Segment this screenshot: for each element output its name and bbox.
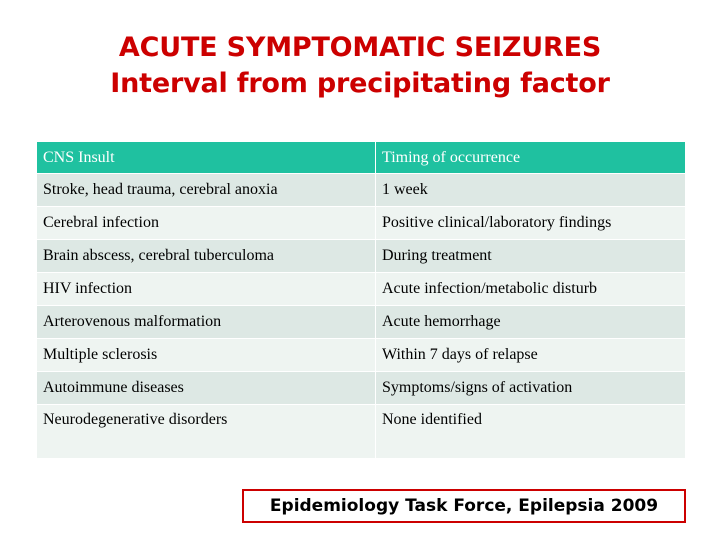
table-row — [37, 372, 686, 405]
timing-cell: 1 week — [376, 174, 686, 207]
cns-insult-cell: Brain abscess, cerebral tuberculoma — [37, 240, 376, 273]
table-row — [37, 207, 686, 240]
table-row — [37, 273, 686, 306]
timing-cell: Symptoms/signs of activation — [376, 372, 686, 405]
seizure-timing-table — [36, 141, 686, 459]
cns-insult-cell: Arterovenous malformation — [37, 306, 376, 339]
cns-insult-cell: Cerebral infection — [37, 207, 376, 240]
cns-insult-cell: Multiple sclerosis — [37, 339, 376, 372]
table-row — [37, 405, 686, 459]
table-row — [37, 339, 686, 372]
header-cns-insult: CNS Insult — [37, 142, 376, 174]
cns-insult-cell: Autoimmune diseases — [37, 372, 376, 405]
slide-title — [0, 30, 720, 102]
header-timing-of-occurrence: Timing of occurrence — [376, 142, 686, 174]
timing-cell: Within 7 days of relapse — [376, 339, 686, 372]
table-row — [37, 306, 686, 339]
cns-insult-cell: Stroke, head trauma, cerebral anoxia — [37, 174, 376, 207]
timing-cell: Acute infection/metabolic disturb — [376, 273, 686, 306]
timing-cell: None identified — [376, 405, 686, 459]
title-line-2: Interval from precipitating factor — [110, 68, 610, 99]
cns-insult-cell: HIV infection — [37, 273, 376, 306]
timing-cell: During treatment — [376, 240, 686, 273]
title-line-1: ACUTE SYMPTOMATIC SEIZURES — [118, 32, 602, 63]
table-row — [37, 174, 686, 207]
citation-box: Epidemiology Task Force, Epilepsia 2009 — [242, 489, 686, 523]
cns-insult-cell: Neurodegenerative disorders — [37, 405, 376, 459]
table-row — [37, 240, 686, 273]
timing-cell: Positive clinical/laboratory findings — [376, 207, 686, 240]
timing-cell: Acute hemorrhage — [376, 306, 686, 339]
table-header-row — [37, 142, 686, 174]
